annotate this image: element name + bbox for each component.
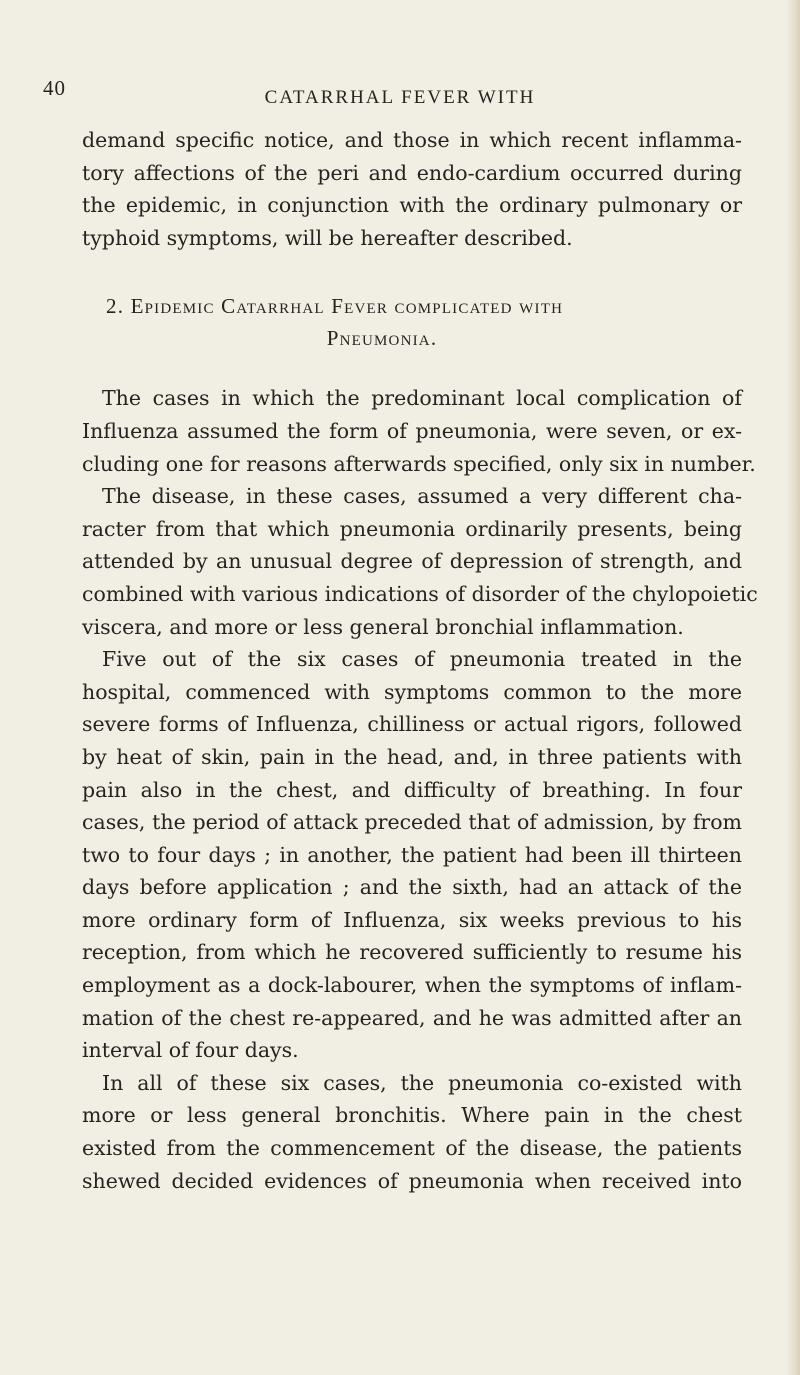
text-line: two to four days ; in another, the patient had been ill thirteen <box>82 842 742 867</box>
text-line: existed from the commencement of the disease, the patients <box>82 1136 742 1161</box>
section-heading <box>82 290 742 354</box>
text-line: interval of four days. <box>82 1038 299 1063</box>
text-line: combined with various indications of disorder of the chylopoietic <box>82 581 758 606</box>
text-line: attended by an unusual degree of depression of strength, and <box>82 549 742 574</box>
text-line: more or less general bronchitis. Where pain in the chest <box>82 1103 742 1128</box>
text-line: days before application ; and the sixth, had an attack of the <box>82 875 742 900</box>
text-line: shewed decided evidences of pneumonia when received into <box>82 1168 742 1193</box>
text-line: Influenza assumed the form of pneumonia, were seven, or ex- <box>82 418 742 443</box>
paragraph-3 <box>82 643 742 1067</box>
text-line: demand specific notice, and those in which recent inflamma- <box>82 128 742 152</box>
page-number: 40 <box>43 76 66 100</box>
paragraph-1 <box>82 124 742 254</box>
section-heading-line-1: 2. Epidemic Catarrhal Fever complicated with <box>106 294 564 319</box>
page-edge-shadow <box>786 0 800 1375</box>
paragraph-2 <box>82 382 758 643</box>
text-line: viscera, and more or less general bronchial inflammation. <box>82 614 684 639</box>
text-line: severe forms of Influenza, chilliness or actual rigors, followed <box>82 712 742 737</box>
text-line: more ordinary form of Influenza, six weeks previous to his <box>82 907 742 932</box>
text-line: employment as a dock-labourer, when the symptoms of inflam- <box>82 973 742 998</box>
text-line: by heat of skin, pain in the head, and, in three patients with <box>82 744 742 769</box>
text-line: The disease, in these cases, assumed a very different cha- <box>102 484 742 509</box>
running-head: CATARRHAL FEVER WITH <box>264 87 536 108</box>
text-line: cluding one for reasons afterwards specified, only six in number. <box>82 451 756 476</box>
text-line: racter from that which pneumonia ordinarily presents, being <box>82 516 742 541</box>
text-line: The cases in which the predominant local complication of <box>102 386 742 411</box>
paragraph-4 <box>82 1067 742 1197</box>
text-line: reception, from which he recovered sufficiently to resume his <box>82 940 742 965</box>
body-text <box>82 124 758 1197</box>
text-line: cases, the period of attack preceded that of admission, by from <box>82 810 742 835</box>
text-line: pain also in the chest, and difficulty of breathing. In four <box>82 777 742 802</box>
text-line: In all of these six cases, the pneumonia co-existed with <box>102 1070 742 1095</box>
text-line: typhoid symptoms, will be hereafter described. <box>82 225 573 250</box>
text-line: tory affections of the peri and endo-cardium occurred during <box>82 160 742 185</box>
text-line: hospital, commenced with symptoms common to the more <box>82 679 742 704</box>
text-line: the epidemic, in conjunction with the ordinary pulmonary or <box>82 193 742 218</box>
text-line: Five out of the six cases of pneumonia treated in the <box>102 647 742 672</box>
text-line: mation of the chest re-appeared, and he was admitted after an <box>82 1005 742 1030</box>
section-heading-line-2: Pneumonia. <box>326 326 438 351</box>
